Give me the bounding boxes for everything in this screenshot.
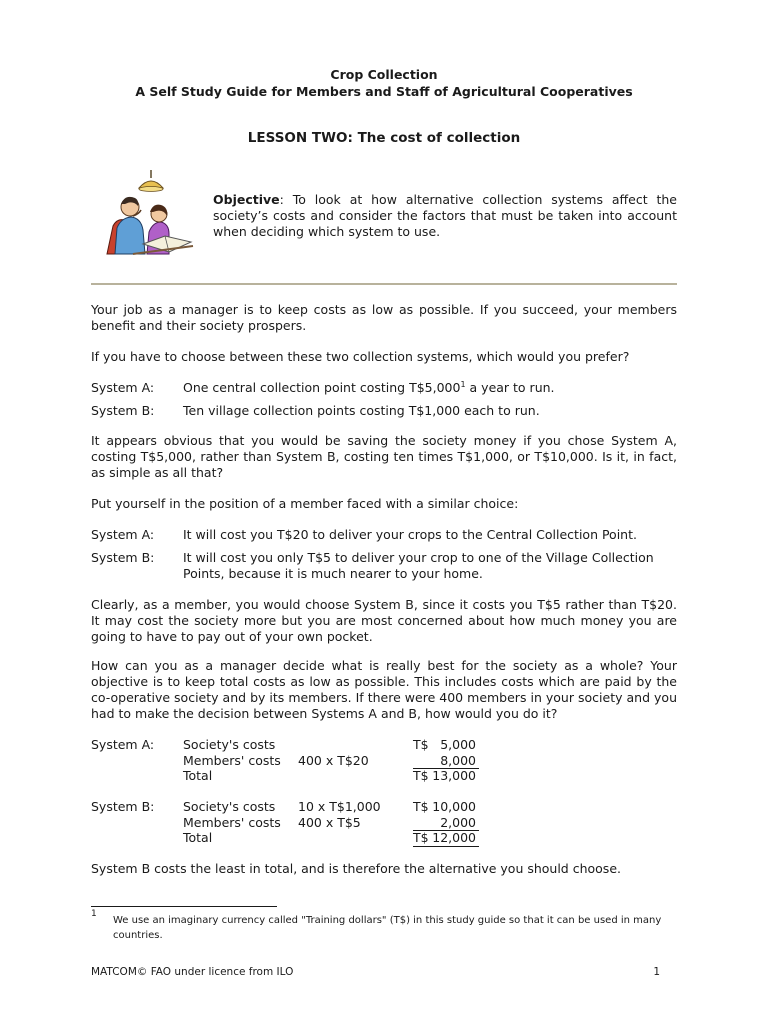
- cost-item: Total: [183, 830, 213, 845]
- system-b-text: It will cost you only T$5 to deliver your crop to one of the Village Collection Points, because it is much nearer to your home.: [183, 550, 654, 581]
- cost-item: Society's costs: [183, 799, 276, 814]
- footnote-ref: 1: [460, 379, 466, 389]
- system-b-label: System B:: [91, 403, 155, 418]
- cost-calc: 400 x T$20: [298, 752, 369, 768]
- paragraph-2: If you have to choose between these two collection systems, which would you prefer?: [91, 349, 630, 364]
- paragraph-3: It appears obvious that you would be saving the society money if you chose System A, costing T$5,000, rather than System B, costing ten times T$1,000, or T$10,000. Is it, in fact, as simple as all that?: [91, 433, 677, 480]
- paragraph-6: How can you as a manager decide what is really best for the society as a whole? Your objective is to keep total costs as low as possible. This includes costs which are paid by the co-operative society and by its members. If there were 400 members in your society and you had to make the decision between Systems A and B, how would you do it?: [91, 658, 677, 721]
- system-a-desc-end: a year to run.: [465, 380, 555, 395]
- footnote-text: We use an imaginary currency called "Training dollars" (T$) in this study guide so that it can be used in many countries.: [113, 915, 662, 941]
- document-title: Crop Collection: [330, 67, 438, 82]
- choice2-system-a: [91, 527, 681, 543]
- cost-amount: 8,000: [440, 752, 476, 768]
- system-b-text: Ten village collection points costing T$1,000 each to run.: [183, 403, 540, 418]
- cost-item: Society's costs: [183, 737, 276, 752]
- system-a-text: It will cost you T$20 to deliver your crops to the Central Collection Point.: [183, 527, 637, 542]
- cost-currency: T$: [413, 768, 429, 783]
- cost-calc: 10 x T$1,000: [298, 799, 381, 814]
- cost-amount: 5,000: [440, 737, 476, 752]
- lamp-rim: [139, 187, 163, 192]
- cost-amount: 10,000: [432, 799, 476, 814]
- system-b-label: System B:: [91, 799, 155, 814]
- cost-table-system-b: [91, 799, 491, 847]
- cost-amount: 13,000: [432, 768, 476, 783]
- paragraph-5: Clearly, as a member, you would choose System B, since it costs you T$5 rather than T$20. It may cost the society more but you are most concerned about how much money you are going to have to pay out of your own pocket.: [91, 597, 677, 644]
- cost-table-system-a: [91, 737, 491, 785]
- section-divider: [91, 283, 677, 285]
- page-number: 1: [653, 966, 660, 978]
- objective-text: : To look at how alternative collection systems affect the society’s costs and consider the factors that must be taken into account when deciding which system to use.: [213, 192, 677, 239]
- cost-calc: 400 x T$5: [298, 814, 361, 830]
- total-underline: [413, 846, 479, 847]
- choice1-system-a: [91, 380, 681, 396]
- cost-currency: T$: [413, 737, 429, 752]
- system-a-label: System A:: [91, 527, 155, 542]
- document-subtitle: A Self Study Guide for Members and Staff of Agricultural Cooperatives: [135, 84, 633, 99]
- footnote-divider: [91, 906, 277, 907]
- paragraph-4: Put yourself in the position of a member faced with a similar choice:: [91, 496, 519, 511]
- paragraph-1: Your job as a manager is to keep costs as low as possible. If you succeed, your members benefit and their society prospers.: [91, 302, 677, 333]
- system-a-label: System A:: [91, 380, 155, 395]
- objective-label: Objective: [213, 192, 280, 207]
- cost-currency: T$: [413, 830, 429, 845]
- cost-item: Total: [183, 768, 213, 783]
- system-a-text: [183, 380, 677, 396]
- paragraph-7: System B costs the least in total, and is therefore the alternative you should choose.: [91, 861, 621, 876]
- system-a-desc: One central collection point costing T$5,000: [183, 380, 461, 395]
- choice2-system-b: [91, 550, 681, 582]
- objective-paragraph: [213, 192, 677, 240]
- choice1-system-b: [91, 403, 681, 419]
- lesson-heading: LESSON TWO: The cost of collection: [247, 130, 521, 146]
- study-illustration: [103, 170, 195, 256]
- footnote-mark: 1: [91, 909, 97, 919]
- system-b-label: System B:: [91, 550, 155, 565]
- cost-currency: T$: [413, 799, 429, 814]
- cost-amount: 12,000: [432, 830, 476, 845]
- system-a-label: System A:: [91, 737, 155, 752]
- cost-item: Members' costs: [183, 752, 281, 768]
- cost-amount: 2,000: [440, 814, 476, 830]
- footer-copyright: MATCOM© FAO under licence from ILO: [91, 966, 294, 978]
- cost-item: Members' costs: [183, 814, 281, 830]
